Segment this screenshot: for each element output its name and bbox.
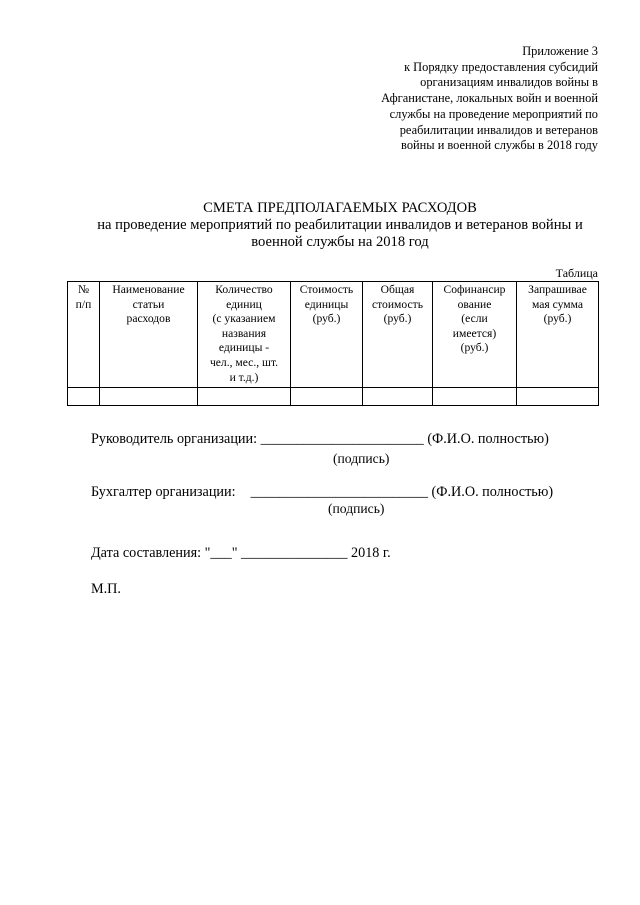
head-label: Руководитель организации: [91, 431, 258, 447]
appendix-line: Приложение 3 [522, 44, 598, 58]
appendix-line: организациям инвалидов войны в [420, 75, 598, 90]
date-line [91, 545, 391, 561]
header-item-name: Наименование статьи расходов [100, 282, 198, 388]
header-quantity: Количество единиц (с указанием названия единицы - чел., мес., шт. и т.д.) [198, 282, 291, 388]
table-cell[interactable] [68, 388, 100, 406]
table-cell[interactable] [363, 388, 433, 406]
appendix-line: службы на проведение мероприятий по [389, 106, 598, 121]
date-year: 2018 г. [351, 545, 391, 561]
table-cell[interactable] [433, 388, 517, 406]
estimate-table [67, 281, 599, 406]
accountant-label: Бухгалтер организации: [91, 484, 236, 500]
appendix-line: к Порядку предоставления субсидий [404, 59, 598, 74]
header-number: № п/п [68, 282, 100, 388]
header-requested-amount: Запрашивае мая сумма (руб.) [517, 282, 599, 388]
accountant-fio-label: (Ф.И.О. полностью) [431, 484, 554, 500]
date-label: Дата составления: [91, 545, 202, 561]
header-cofinancing: Софинансир ование (если имеется) (руб.) [433, 282, 517, 388]
date-day-blank[interactable]: "___" [204, 545, 238, 561]
stamp-place: М.П. [91, 581, 121, 597]
accountant-signature-blank[interactable]: _________________________ [250, 484, 428, 500]
table-cell[interactable] [198, 388, 291, 406]
title-line-3: военной службы на 2018 год [251, 234, 429, 250]
head-signature-line [91, 431, 549, 447]
appendix-note [338, 44, 598, 154]
accountant-signature-line [91, 484, 553, 500]
table-row [68, 388, 599, 406]
header-unit-cost: Стоимость единицы (руб.) [291, 282, 363, 388]
table-cell[interactable] [100, 388, 198, 406]
appendix-line: войны и военной службы в 2018 году [401, 138, 598, 153]
table-cell[interactable] [517, 388, 599, 406]
appendix-line: реабилитации инвалидов и ветеранов [399, 122, 598, 137]
head-signature-caption: (подпись) [333, 451, 390, 466]
title-heading: СМЕТА ПРЕДПОЛАГАЕМЫХ РАСХОДОВ [203, 200, 477, 216]
header-total-cost: Общая стоимость (руб.) [363, 282, 433, 388]
title-line-2: на проведение мероприятий по реабилитации инвалидов и ветеранов войны и [97, 217, 583, 233]
document-title [60, 200, 620, 251]
appendix-line: Афганистане, локальных войн и военной [381, 91, 598, 106]
table-caption: Таблица [555, 266, 598, 280]
head-signature-blank[interactable]: _______________________ [260, 431, 424, 447]
accountant-signature-caption: (подпись) [328, 501, 385, 516]
table-header-row [68, 282, 599, 388]
date-month-blank[interactable]: _______________ [241, 545, 348, 561]
head-fio-label: (Ф.И.О. полностью) [427, 431, 549, 447]
table-cell[interactable] [291, 388, 363, 406]
